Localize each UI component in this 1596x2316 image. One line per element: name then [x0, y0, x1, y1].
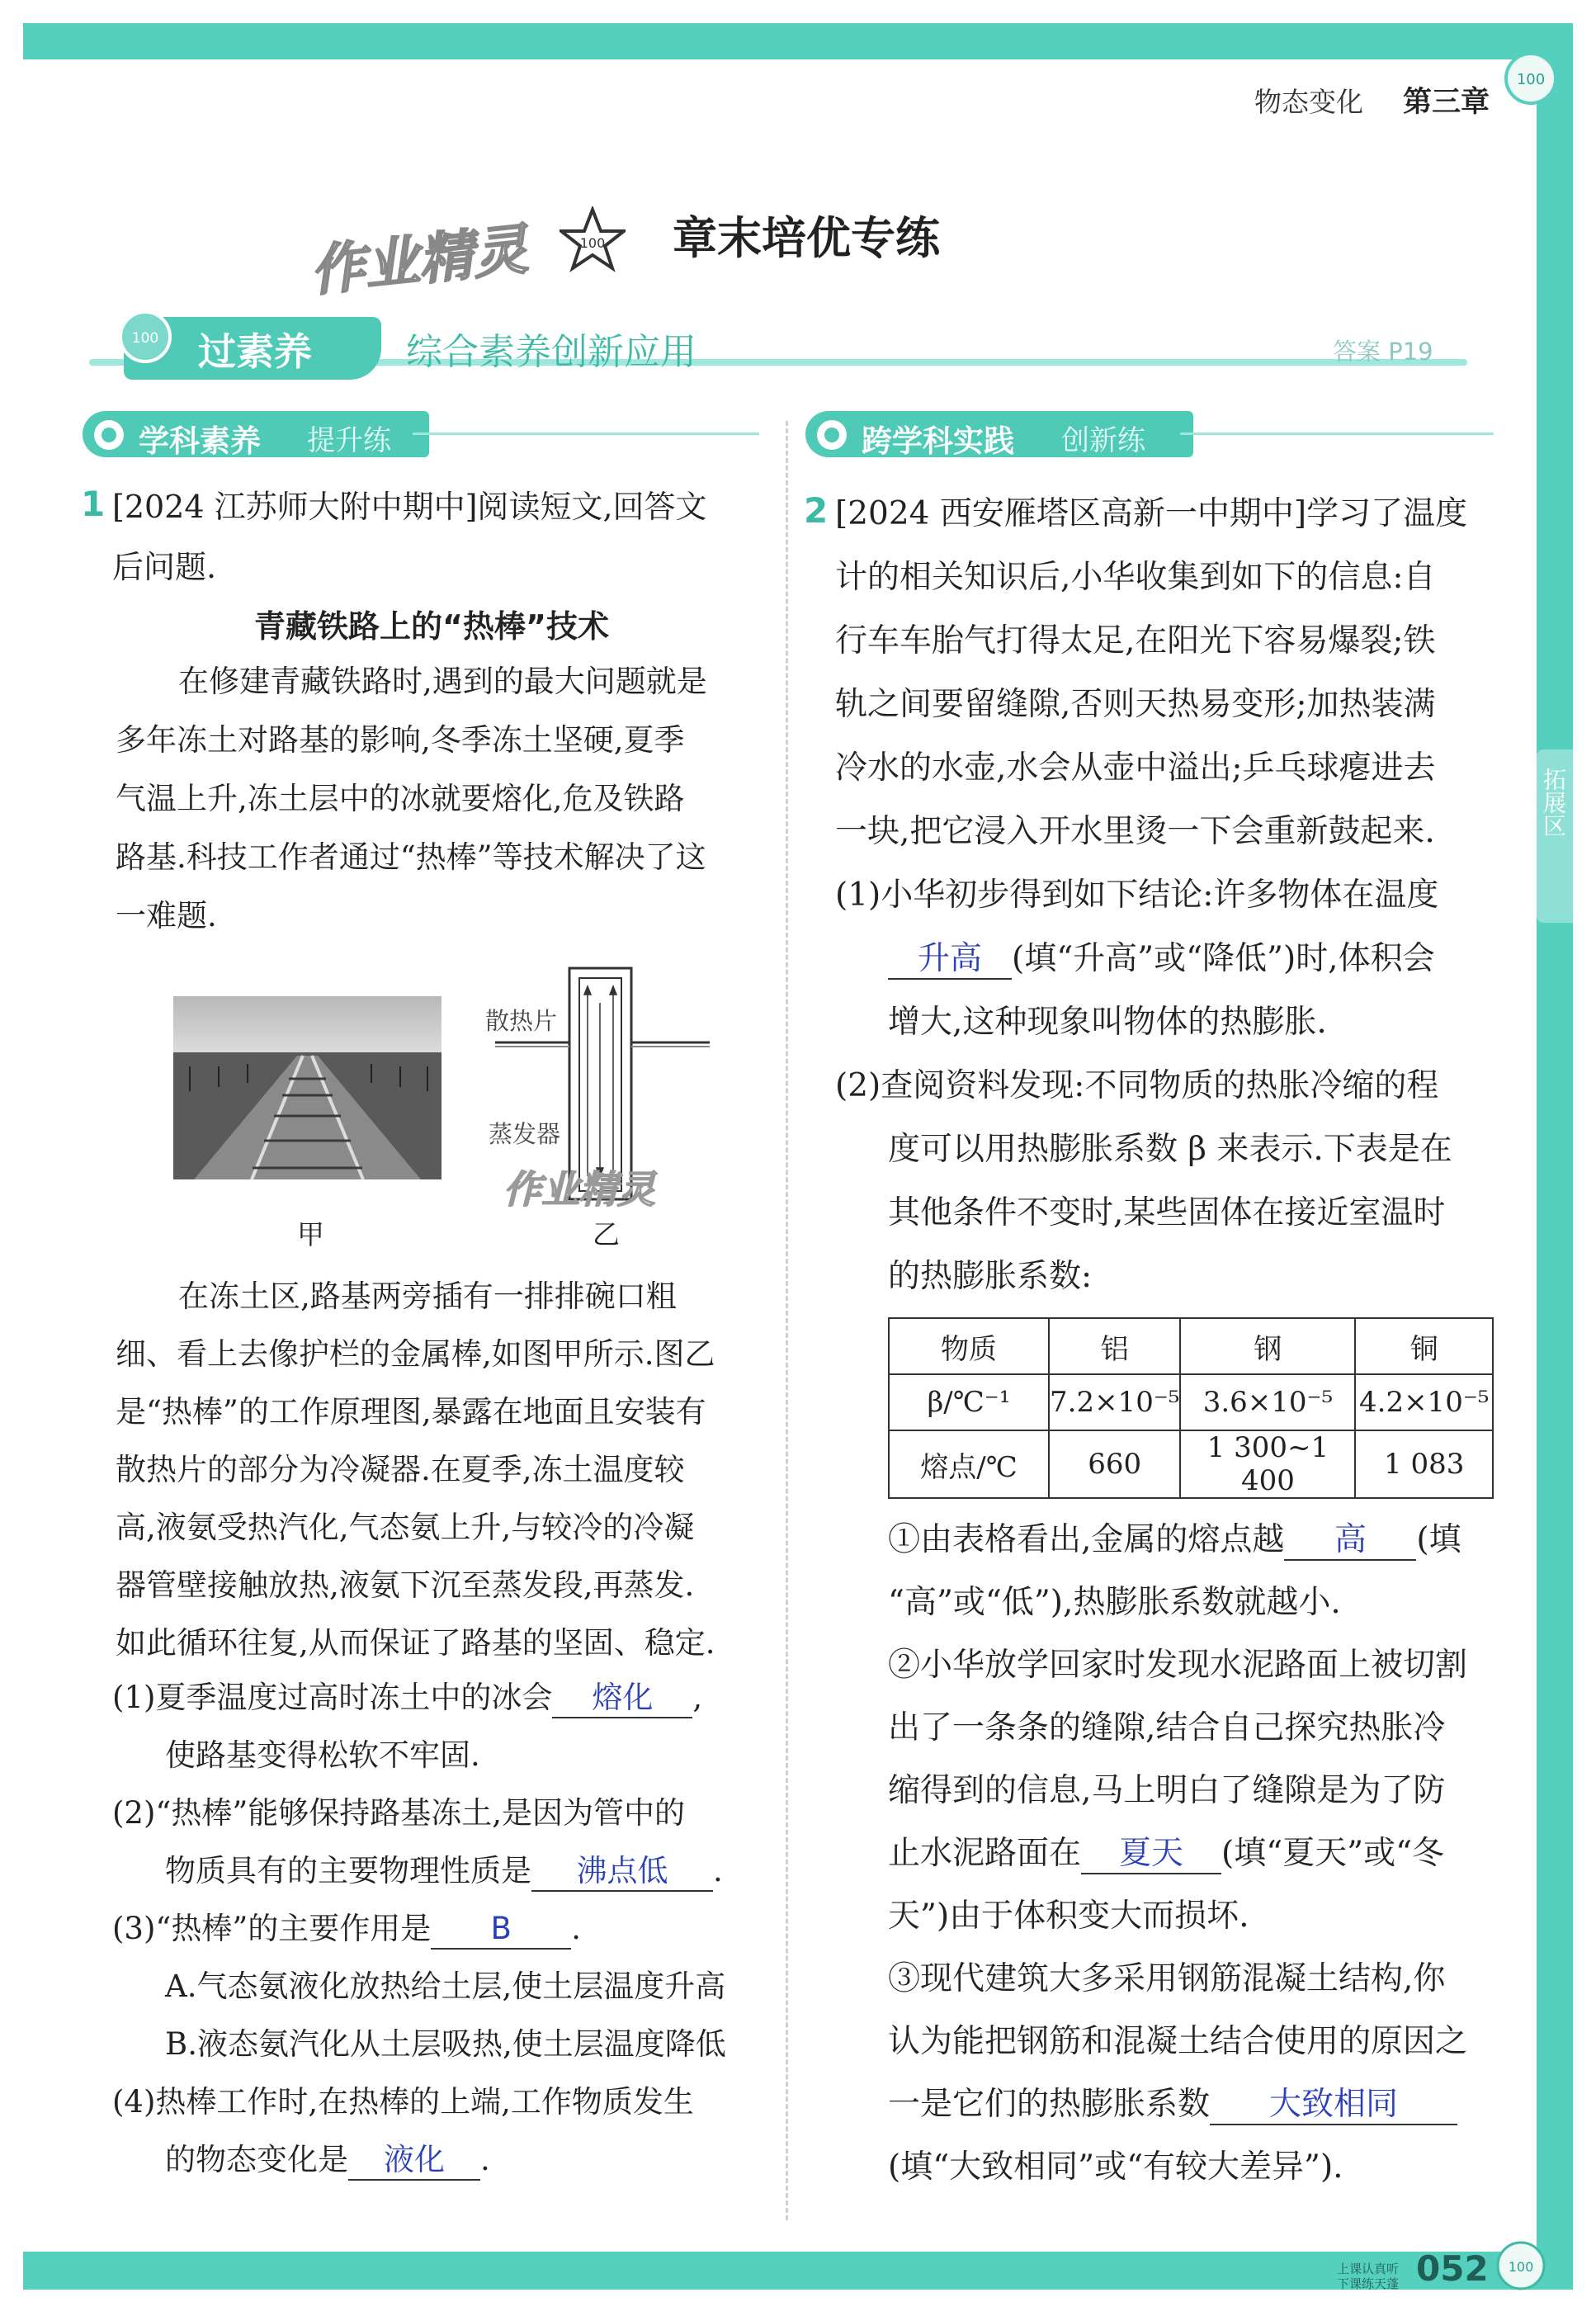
q1-option-a: A.气态氨液化放热给土层,使土层温度升高 — [165, 1969, 726, 2004]
q2-line-3: 行车车胎气打得太足,在阳光下容易爆裂;铁 — [835, 622, 1436, 659]
p1-line-5: 一难题. — [116, 898, 217, 933]
railway-photo — [173, 996, 441, 1179]
p2-line-7: 如此循环往复,从而保证了路基的坚固、稳定. — [116, 1625, 715, 1661]
q1-subquestions — [112, 1669, 781, 2189]
footer-slogan-1: 上课认真听 — [1337, 2262, 1400, 2276]
table-cell: 3.6×10⁻⁵ — [1180, 1374, 1355, 1430]
p2-line-5: 高,液氨受热汽化,气态氨上升,与较冷的冷凝 — [116, 1510, 695, 1545]
q1-s2: (2)“热棒”能够保持路基冻土,是因为管中的 — [112, 1795, 686, 1831]
p1-line-2: 多年冻土对路基的影响,冬季冻土坚硬,夏季 — [116, 722, 685, 758]
table-header-cell: 钢 — [1180, 1318, 1355, 1374]
table-cell: 熔点/℃ — [889, 1430, 1049, 1498]
q2-stem — [835, 482, 1520, 863]
table-cell: 660 — [1049, 1430, 1180, 1498]
q2-p2-line-4: 的热膨胀系数: — [888, 1258, 1093, 1295]
q1-s3: (3)“热棒”的主要作用是 B . — [112, 1900, 781, 1958]
p1-line-3: 气温上升,冻土层中的冰就要熔化,危及铁路 — [116, 781, 685, 816]
answer-blank-s1[interactable]: 熔化 — [552, 1679, 692, 1718]
q2-c1-line-2: “高”或“低”),热膨胀系数就越小. — [888, 1584, 1341, 1621]
q1-s1-cont: 使路基变得松软不牢固. — [165, 1737, 480, 1773]
answer-ref: 答案 P19 — [1333, 338, 1433, 366]
page-number: 052 — [1416, 2248, 1489, 2289]
q1-line-1: [2024 江苏师大附中期中]阅读短文,回答文 — [112, 489, 707, 525]
right-section-title: 跨学科实践 — [862, 423, 1014, 459]
p2-line-4: 散热片的部分为冷凝器.在夏季,冻土温度较 — [116, 1452, 685, 1487]
q2-c2-line-1: ②小华放学回家时发现水泥路面上被切割 — [888, 1647, 1468, 1684]
q2-p2-line-1: (2)查阅资料发现:不同物质的热胀冷缩的程 — [835, 1067, 1439, 1104]
left-section-title: 学科素养 — [139, 423, 261, 459]
expansion-table — [888, 1317, 1494, 1499]
fig-b-top-label: 散热片 — [485, 1007, 558, 1035]
p2-line-6: 器管壁接触放热,液氨下沉至蒸发段,再蒸发. — [116, 1567, 695, 1603]
q2-line-4: 轨之间要留缝隙,否则天热易变形;加热装满 — [835, 686, 1436, 723]
q1-line-2: 后问题. — [112, 549, 217, 585]
left-section-icon — [91, 417, 127, 453]
table-header-cell: 铜 — [1355, 1318, 1493, 1374]
answer-blank-s3[interactable]: B — [431, 1910, 571, 1950]
svg-text:100: 100 — [579, 235, 606, 251]
table-header-cell: 铝 — [1049, 1318, 1180, 1374]
right-section-line — [1180, 432, 1494, 435]
q1-s4: (4)热棒工作时,在热棒的上端,工作物质发生 — [112, 2084, 694, 2120]
mascot-icon — [1502, 50, 1560, 107]
q1-stem — [112, 477, 772, 598]
table-header-cell: 物质 — [889, 1318, 1049, 1374]
q2-number: 2 — [804, 490, 829, 531]
table-header-row — [889, 1318, 1493, 1374]
left-section-line — [413, 432, 759, 435]
q2-c3-line-1: ③现代建筑大多采用钢筋混凝土结构,你 — [888, 1960, 1446, 1997]
q2-p1-line-1: (1)小华初步得到如下结论:许多物体在温度 — [835, 877, 1439, 914]
answer-blank-p1[interactable]: 升高 — [888, 940, 1012, 980]
banner-tag: 过素养 — [198, 329, 312, 374]
p2-line-3: 是“热棒”的工作原理图,暴露在地面且安装有 — [116, 1394, 706, 1430]
article-title: 青藏铁路上的“热棒”技术 — [254, 608, 609, 645]
q2-p1-line-2: 升高 (填“升高”或“降低”)时,体积会 — [835, 927, 1520, 990]
q2-c2-line-5: 天”)由于体积变大而损坏. — [888, 1898, 1249, 1935]
table-cell: 4.2×10⁻⁵ — [1355, 1374, 1493, 1430]
q2-p2-line-3: 其他条件不变时,某些固体在接近室温时 — [888, 1194, 1446, 1231]
column-divider — [786, 421, 788, 2220]
table-cell: β/℃⁻¹ — [889, 1374, 1049, 1430]
svg-text:100: 100 — [1516, 71, 1546, 88]
table-row — [889, 1374, 1493, 1430]
q1-number: 1 — [81, 484, 106, 524]
fig-watermark: 作业精灵 — [503, 1167, 655, 1212]
p2-line-2: 细、看上去像护栏的金属棒,如图甲所示.图乙 — [116, 1336, 715, 1372]
svg-text:100: 100 — [131, 330, 159, 347]
q1-option-b: B.液态氨汽化从土层吸热,使土层温度降低 — [165, 2026, 726, 2062]
footer-slogan-2: 下课练天蓬 — [1337, 2276, 1400, 2291]
answer-blank-c2[interactable]: 夏天 — [1081, 1835, 1221, 1874]
header-chapter: 第三章 — [1403, 86, 1490, 119]
q2-line-6: 一块,把它浸入开水里烫一下会重新鼓起来. — [835, 813, 1435, 850]
side-tab-label: 拓展区 — [1540, 768, 1567, 837]
star-icon — [560, 206, 626, 272]
q2-c3-line-4: (填“大致相同”或“有较大差异”). — [888, 2148, 1343, 2186]
top-border — [23, 23, 1573, 59]
q1-s4-cont: 的物态变化是 液化 . — [112, 2131, 781, 2189]
right-border — [1537, 23, 1573, 2290]
fig-b-bottom-label: 蒸发器 — [489, 1120, 561, 1148]
answer-blank-s2[interactable]: 沸点低 — [531, 1852, 713, 1892]
q1-paragraph-2 — [116, 1268, 776, 1672]
right-section-icon — [814, 417, 850, 453]
footer-mascot-icon — [1494, 2238, 1548, 2293]
q2-p2-line-2: 度可以用热膨胀系数 β 来表示.下表是在 — [888, 1131, 1452, 1168]
q2-p1-line-3: 增大,这种现象叫物体的热膨胀. — [888, 1004, 1327, 1041]
right-section-sub: 创新练 — [1061, 424, 1145, 457]
q2-line-1: [2024 西安雁塔区高新一中期中]学习了温度 — [835, 495, 1468, 532]
svg-text:100: 100 — [1508, 2259, 1534, 2275]
q2-c3-line-2: 认为能把钢筋和混凝土结合使用的原因之 — [888, 2023, 1468, 2060]
page-title: 章末培优专练 — [673, 212, 940, 264]
answer-blank-s4[interactable]: 液化 — [348, 2141, 480, 2181]
p1-line-1: 在修建青藏铁路时,遇到的最大问题就是 — [178, 664, 707, 699]
fig-b-label: 乙 — [593, 1218, 620, 1250]
answer-blank-c1[interactable]: 高 — [1284, 1521, 1416, 1561]
q1-s2-cont: 物质具有的主要物理性质是 沸点低 . — [112, 1842, 781, 1900]
q2-part2 — [835, 1054, 1520, 1308]
table-cell: 1 083 — [1355, 1430, 1493, 1498]
q2-c1-line-1: ①由表格看出,金属的熔点越 高 (填 — [888, 1509, 1532, 1572]
answer-blank-c3[interactable]: 大致相同 — [1210, 2086, 1457, 2125]
p2-line-1: 在冻土区,路基两旁插有一排排碗口粗 — [178, 1279, 677, 1314]
q2-conclusions — [888, 1509, 1532, 2199]
q2-c2-line-3: 缩得到的信息,马上明白了缝隙是为了防 — [888, 1772, 1446, 1809]
q2-line-5: 冷水的水壶,水会从壶中溢出;乒乓球瘪进去 — [835, 749, 1436, 787]
q1-paragraph-1 — [116, 652, 776, 945]
q2-part1 — [835, 863, 1520, 1054]
fig-a-label: 甲 — [297, 1218, 324, 1250]
q2-line-2: 计的相关知识后,小华收集到如下的信息:自 — [835, 559, 1436, 596]
q2-c2-line-2: 出了一条条的缝隙,结合自己探究热胀冷 — [888, 1709, 1446, 1746]
q2-c3-line-3: 一是它们的热膨胀系数 大致相同 — [888, 2073, 1532, 2136]
left-section-sub: 提升练 — [307, 424, 391, 457]
table-row — [889, 1430, 1493, 1498]
banner-flower-icon — [116, 307, 175, 366]
p1-line-4: 路基.科技工作者通过“热棒”等技术解决了这 — [116, 839, 706, 875]
table-cell: 7.2×10⁻⁵ — [1049, 1374, 1180, 1430]
header-topic: 物态变化 — [1254, 86, 1363, 118]
q1-s1: (1)夏季温度过高时冻土中的冰会 熔化 , — [112, 1669, 781, 1727]
title-watermark: 作业精灵 — [307, 217, 531, 304]
q2-c2-line-4: 止水泥路面在 夏天 (填“夏天”或“冬 — [888, 1822, 1532, 1885]
table-cell: 1 300~1 400 — [1180, 1430, 1355, 1498]
banner-subtitle: 综合素养创新应用 — [406, 331, 696, 373]
